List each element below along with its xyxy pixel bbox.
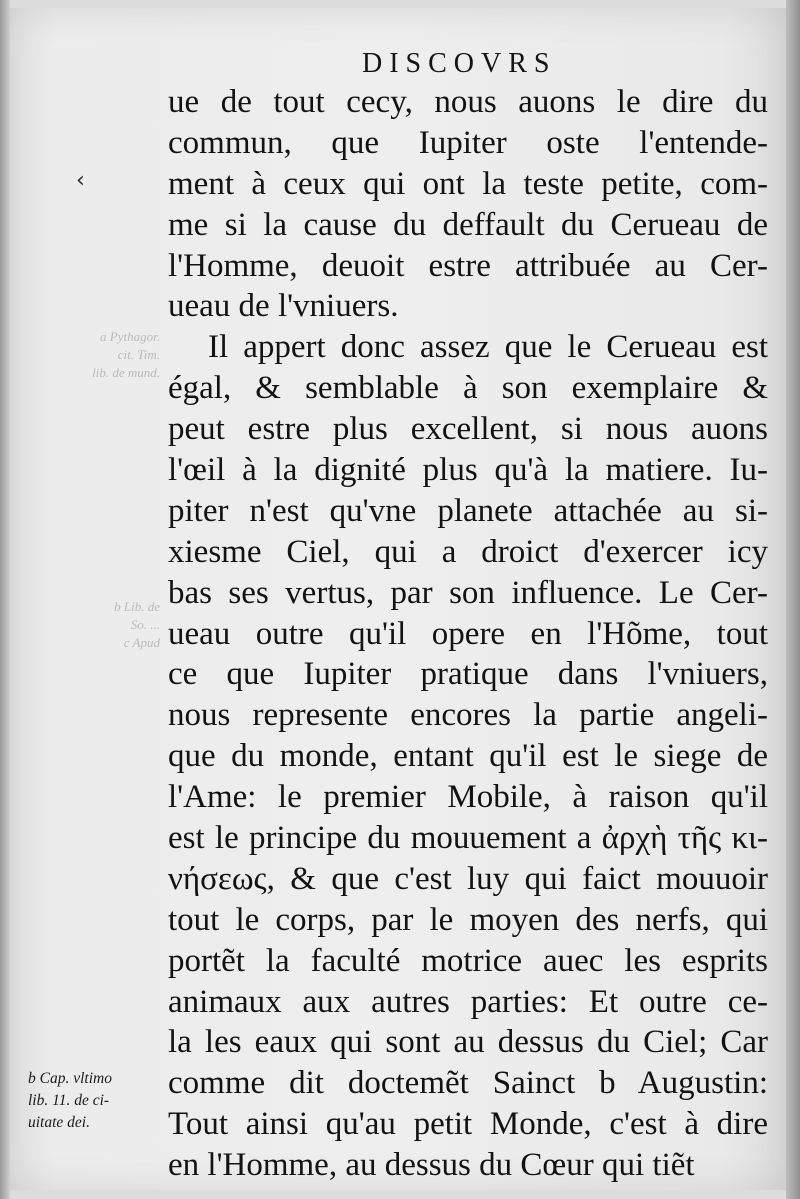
text-line: ue de tout cecy, nous auons le dire du bbox=[168, 84, 768, 120]
text-line: commun, que Iupiter oste l'entende- bbox=[168, 124, 768, 161]
ink-mark: ‹ bbox=[76, 168, 85, 193]
text-line: νήσεως, & que c'est luy qui faict mouuoir bbox=[168, 860, 768, 897]
page-edge-shadow bbox=[786, 0, 800, 1199]
text-line: ueau outre qu'il opere en l'Hõme, tout bbox=[168, 615, 768, 652]
margin-note-line: uitate dei. bbox=[28, 1114, 90, 1131]
text-line: ueau de l'vniuers. bbox=[168, 288, 399, 325]
text-line: tout le corps, par le moyen des nerfs, qui bbox=[168, 901, 768, 938]
text-line: égal, & semblable à son exemplaire & bbox=[168, 370, 768, 407]
text-line: comme dit doctemẽt Sainct b Augustin: bbox=[168, 1065, 768, 1102]
text-line: l'Ame: le premier Mobile, à raison qu'il bbox=[168, 779, 768, 816]
text-line: Il appert donc assez que le Cerueau est bbox=[208, 329, 768, 366]
text-line: nous represente encores la partie angeli- bbox=[168, 697, 768, 734]
text-line: la les eaux qui sont au dessus du Ciel; Car bbox=[168, 1024, 768, 1061]
text-line: ment à ceux qui ont la teste petite, com- bbox=[168, 165, 768, 202]
text-line: portẽt la faculté motrice auec les esprits bbox=[168, 942, 768, 979]
text-line: piter n'est qu'vne planete attachée au si- bbox=[168, 492, 768, 529]
text-line: l'Homme, deuoit estre attribuée au Cer- bbox=[168, 247, 768, 284]
text-line: peut estre plus excellent, si nous auons bbox=[168, 411, 768, 448]
running-head: DISCOVRS bbox=[362, 48, 557, 79]
margin-note bbox=[28, 1068, 168, 1134]
page-binding-shadow bbox=[0, 0, 10, 1199]
text-line: ce que Iupiter pratique dans l'vniuers, bbox=[168, 656, 768, 693]
text-line: en l'Homme, au dessus du Cœur qui tiẽt bbox=[168, 1147, 695, 1184]
text-line: animaux aux autres parties: Et outre ce- bbox=[168, 983, 768, 1020]
text-line: l'œil à la dignité plus qu'à la matiere. Iu- bbox=[168, 452, 768, 489]
text-line: me si la cause du deffault du Cerueau de bbox=[168, 206, 768, 243]
body-text bbox=[168, 82, 768, 1186]
book-page bbox=[10, 8, 786, 1190]
text-line: que du monde, entant qu'il est le siege de bbox=[168, 738, 768, 775]
margin-note-line: b Cap. vltimo bbox=[28, 1070, 112, 1087]
text-line: Tout ainsi qu'au petit Monde, c'est à dire bbox=[168, 1106, 768, 1143]
text-line: est le principe du mouuement a ἀρχὴ τῆς κι- bbox=[168, 820, 768, 857]
bleed-through-notes: a Pythagor. cit. Tim. lib. de mund. b Lib. de So. ... c Apud bbox=[92, 329, 160, 650]
text-line: xiesme Ciel, qui a droict d'exercer icy bbox=[168, 533, 768, 570]
margin-note-line: lib. 11. de ci- bbox=[28, 1092, 110, 1109]
text-line: bas ses vertus, par son influence. Le Cer- bbox=[168, 574, 768, 611]
